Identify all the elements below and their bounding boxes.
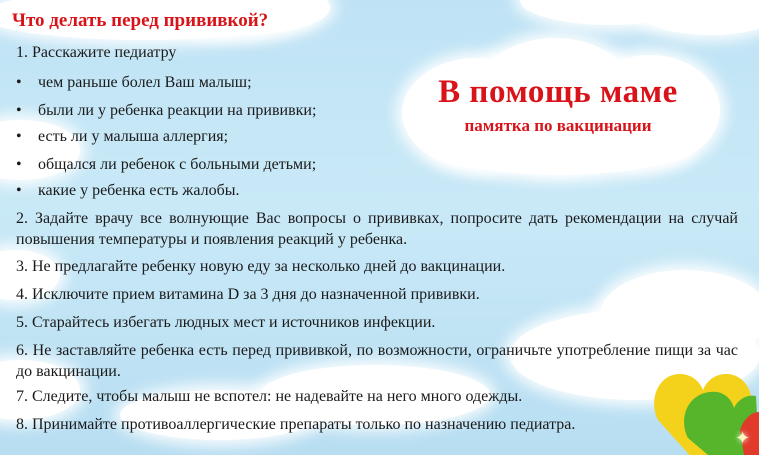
bullet-item: [16, 72, 252, 93]
item-1: 1. Расскажите педиатру: [16, 44, 177, 61]
bullet-text: какие у ребенка есть жалобы.: [38, 182, 240, 199]
bullet-icon: •: [16, 102, 22, 119]
bullet-text: есть ли у малыша аллергия;: [38, 128, 229, 145]
page-title: Что делать перед прививкой?: [12, 10, 269, 31]
item-5: 5. Старайтесь избегать людных мест и источников инфекции.: [16, 314, 436, 331]
item-7: 7. Следите, чтобы малыш не вспотел: не надевайте на него много одежды.: [16, 388, 523, 405]
bullet-icon: •: [16, 74, 22, 91]
bullet-text: были ли у ребенка реакции на прививки;: [38, 102, 317, 119]
badge-title: В помощь маме: [438, 74, 678, 110]
badge-subtitle: памятка по вакцинации: [464, 116, 652, 135]
bullet-item: [16, 180, 239, 201]
bullet-text: чем раньше болел Ваш малыш;: [38, 74, 252, 91]
sparkle-icon: ✦: [735, 428, 751, 449]
item-6: 6. Не заставляйте ребенка есть перед прививкой, по возможности, ограничьте употребление пищи за час до вакцинации.: [16, 342, 738, 380]
bullet-item: [16, 154, 316, 175]
bullet-icon: •: [16, 182, 22, 199]
bullet-item: [16, 100, 316, 121]
bullet-icon: •: [16, 156, 22, 173]
bullet-text: общался ли ребенок с больными детьми;: [38, 156, 317, 173]
item-8: 8. Принимайте противоаллергические препараты только по назначению педиатра.: [16, 416, 576, 433]
memo-badge: [398, 50, 718, 170]
item-4: 4. Исключите прием витамина D за 3 дня до назначенной прививки.: [16, 286, 480, 303]
bullet-icon: •: [16, 128, 22, 145]
item-3: 3. Не предлагайте ребенку новую еду за несколько дней до вакцинации.: [16, 258, 506, 275]
bullet-item: [16, 126, 228, 147]
item-2: 2. Задайте врачу все волнующие Вас вопросы о прививках, попросите дать рекомендации на случай повышения температуры и появления реакций у ребенка.: [16, 210, 738, 248]
